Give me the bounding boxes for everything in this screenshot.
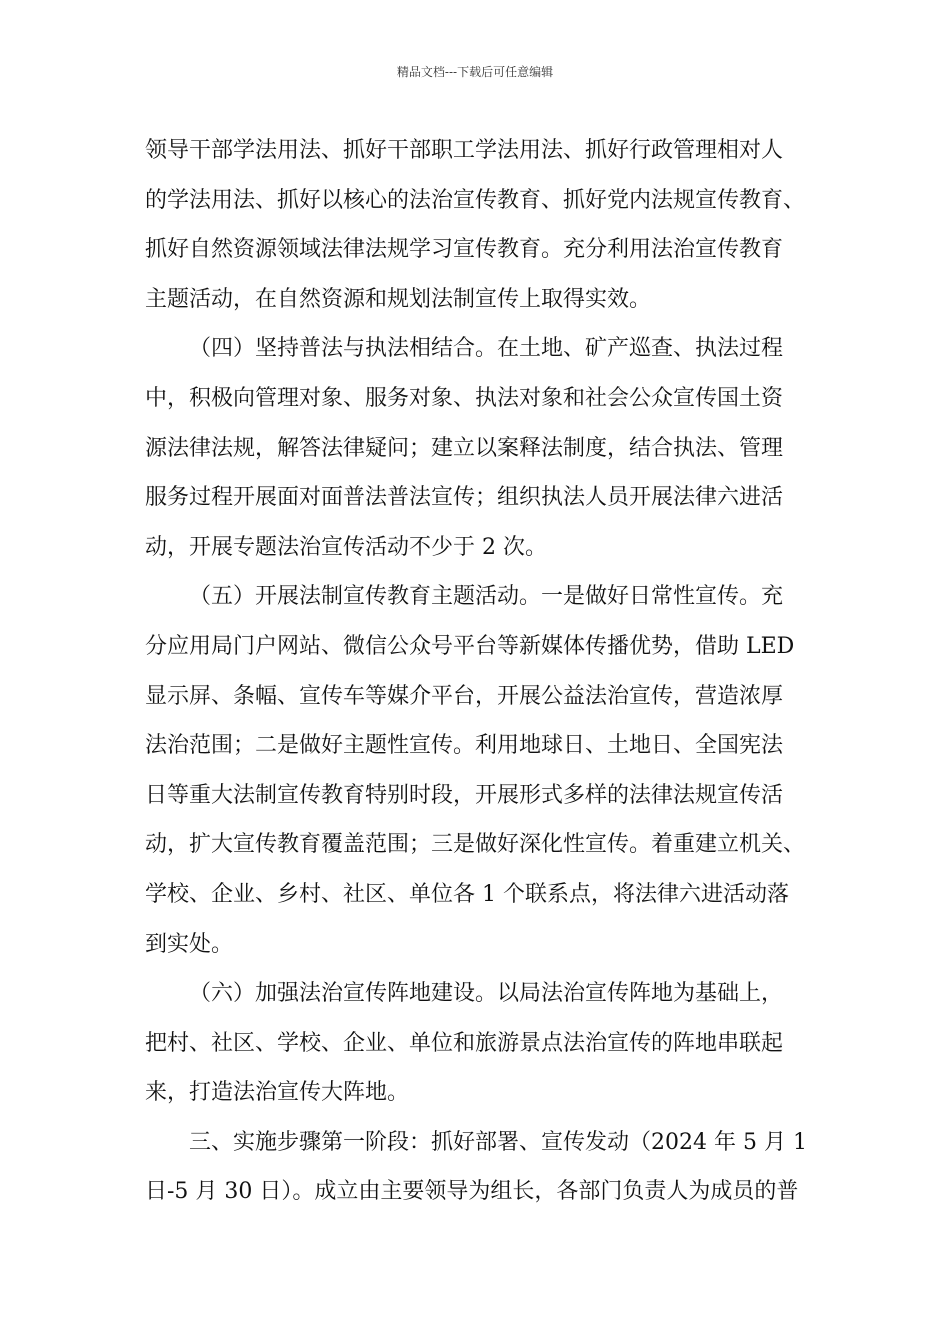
text-line: （四）坚持普法与执法相结合。在土地、矿产巡查、执法过程 <box>189 336 784 362</box>
text-line: 三、实施步骤第一阶段：抓好部署、宣传发动（2024 年 5 月 1 <box>189 1129 807 1155</box>
paragraph-section-4 <box>145 324 835 572</box>
text-line: 服务过程开展面对面普法普法宣传；组织执法人员开展法律六进活 <box>145 485 784 511</box>
paragraph-section-6 <box>145 969 835 1118</box>
paragraph-continuation <box>145 126 835 324</box>
text-line: 的学法用法、抓好以核心的法治宣传教育、抓好党内法规宣传教育、 <box>145 187 806 213</box>
paragraph-implementation-steps <box>145 1118 835 1217</box>
text-line: 动，扩大宣传教育覆盖范围；三是做好深化性宣传。着重建立机关、 <box>145 832 806 858</box>
text-line: （五）开展法制宣传教育主题活动。一是做好日常性宣传。充 <box>189 584 784 610</box>
text-line: 到实处。 <box>145 931 234 957</box>
text-line: 显示屏、条幅、宣传车等媒介平台，开展公益法治宣传，营造浓厚 <box>145 683 784 709</box>
text-line: 来，打造法治宣传大阵地。 <box>145 1080 410 1106</box>
text-line: 主题活动，在自然资源和规划法制宣传上取得实效。 <box>145 286 652 312</box>
text-line: 日-5 月 30 日）。成立由主要领导为组长，各部门负责人为成员的普 <box>145 1179 799 1205</box>
text-line: 源法律法规，解答法律疑问；建立以案释法制度，结合执法、管理 <box>145 435 784 461</box>
text-line: 中，积极向管理对象、服务对象、执法对象和社会公众宣传国土资 <box>145 385 784 411</box>
page-header: 精品文档---下载后可任意编辑 <box>396 65 554 79</box>
text-line: 分应用局门户网站、微信公众号平台等新媒体传播优势，借助 LED <box>145 633 795 659</box>
document-body <box>145 126 835 1217</box>
text-line: （六）加强法治宣传阵地建设。以局法治宣传阵地为基础上， <box>189 981 784 1007</box>
text-line: 动，开展专题法治宣传活动不少于 2 次。 <box>145 534 547 560</box>
text-line: 日等重大法制宣传教育特别时段，开展形式多样的法律法规宣传活 <box>145 782 784 808</box>
text-line: 学校、企业、乡村、社区、单位各 1 个联系点，将法律六进活动落 <box>145 881 789 907</box>
text-line: 法治范围；二是做好主题性宣传。利用地球日、土地日、全国宪法 <box>145 733 784 759</box>
paragraph-section-5 <box>145 572 835 969</box>
text-line: 把村、社区、学校、企业、单位和旅游景点法治宣传的阵地串联起 <box>145 1030 784 1056</box>
text-line: 抓好自然资源领域法律法规学习宣传教育。充分利用法治宣传教育 <box>145 237 784 263</box>
text-line: 领导干部学法用法、抓好干部职工学法用法、抓好行政管理相对人 <box>145 138 784 163</box>
